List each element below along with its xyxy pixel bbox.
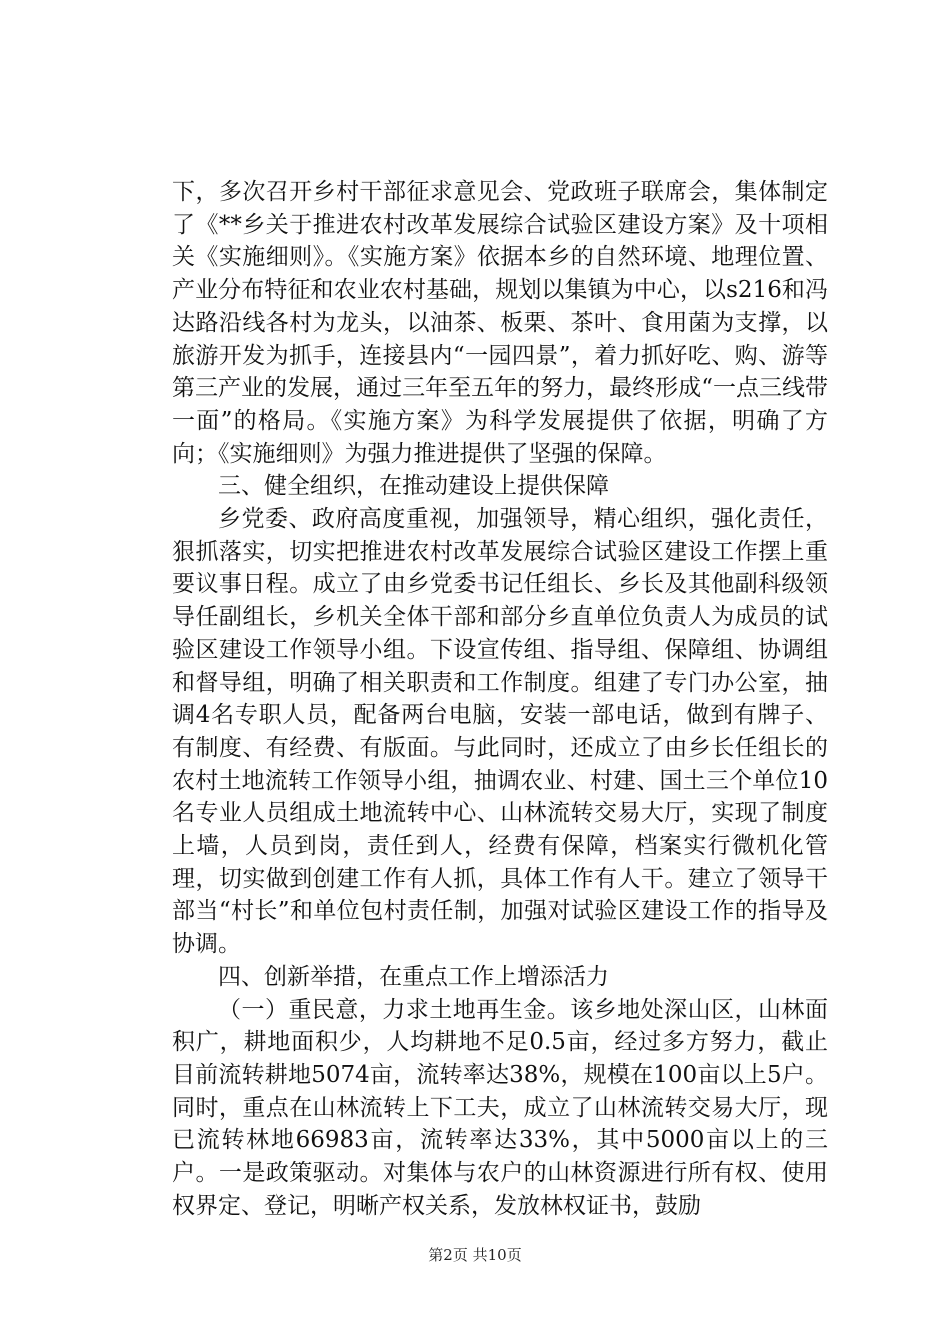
paragraph-continuation: 下，多次召开乡村干部征求意见会、党政班子联席会，集体制定了《**乡关于推进农村改革发展综合试验区建设方案》及十项相关《实施细则》。《实施方案》依据本乡的自然环境、地理位置、产业分布特征和农业农村基础，规划以集镇为中心，以s216和冯达路沿线各村为龙头，以油茶、板栗、茶叶、食用菌为支撑，以旅游开发为抓手，连接县内“一园四景”，着力抓好吃、购、游等第三产业的发展，通过三年至五年的努力，最终形成“一点三线带一面”的格局。《实施方案》为科学发展提供了依据，明确了方向；《实施细则》为强力推进提供了坚强的保障。 [172, 179, 828, 467]
paragraph-land-transfer: （一）重民意，力求土地再生金。该乡地处深山区，山林面积广，耕地面积少，人均耕地不足0.5亩，经过多方努力，截止目前流转耕地5074亩，流转率达38%，规模在100亩以上5户。同时，重点在山林流转上下工夫，成立了山林流转交易大厅，现已流转林地66983亩，流转率达33%，其中5000亩以上的三户。一是政策驱动。对集体与农户的山林资源进行所有权、使用权界定、登记，明晰产权关系，发放林权证书，鼓励 [172, 996, 828, 1219]
page-footer: 第2页 共10页 [428, 1246, 522, 1264]
paragraph-organization: 乡党委、政府高度重视，加强领导，精心组织，强化责任，狠抓落实，切实把推进农村改革发展综合试验区建设工作摆上重要议事日程。成立了由乡党委书记任组长、乡长及其他副科级领导任副组长，乡机关全体干部和部分乡直单位负责人为成员的试验区建设工作领导小组。下设宣传组、指导组、保障组、协调组和督导组，明确了相关职责和工作制度。组建了专门办公室，抽调4名专职人员，配备两台电脑，安装一部电话，做到有牌子、有制度、有经费、有版面。与此同时，还成立了由乡长任组长的农村土地流转工作领导小组，抽调农业、村建、国土三个单位10名专业人员组成土地流转中心、山林流转交易大厅，实现了制度上墙，人员到岗，责任到人，经费有保障，档案实行微机化管理，切实做到创建工作有人抓，具体工作有人干。建立了领导干部当“村长”和单位包村责任制，加强对试验区建设工作的指导及协调。 [172, 506, 828, 958]
document-body [172, 176, 828, 1223]
section-heading-4: 四、创新举措，在重点工作上增添活力 [218, 963, 609, 990]
section-heading-3: 三、健全组织，在推动建设上提供保障 [218, 473, 609, 500]
